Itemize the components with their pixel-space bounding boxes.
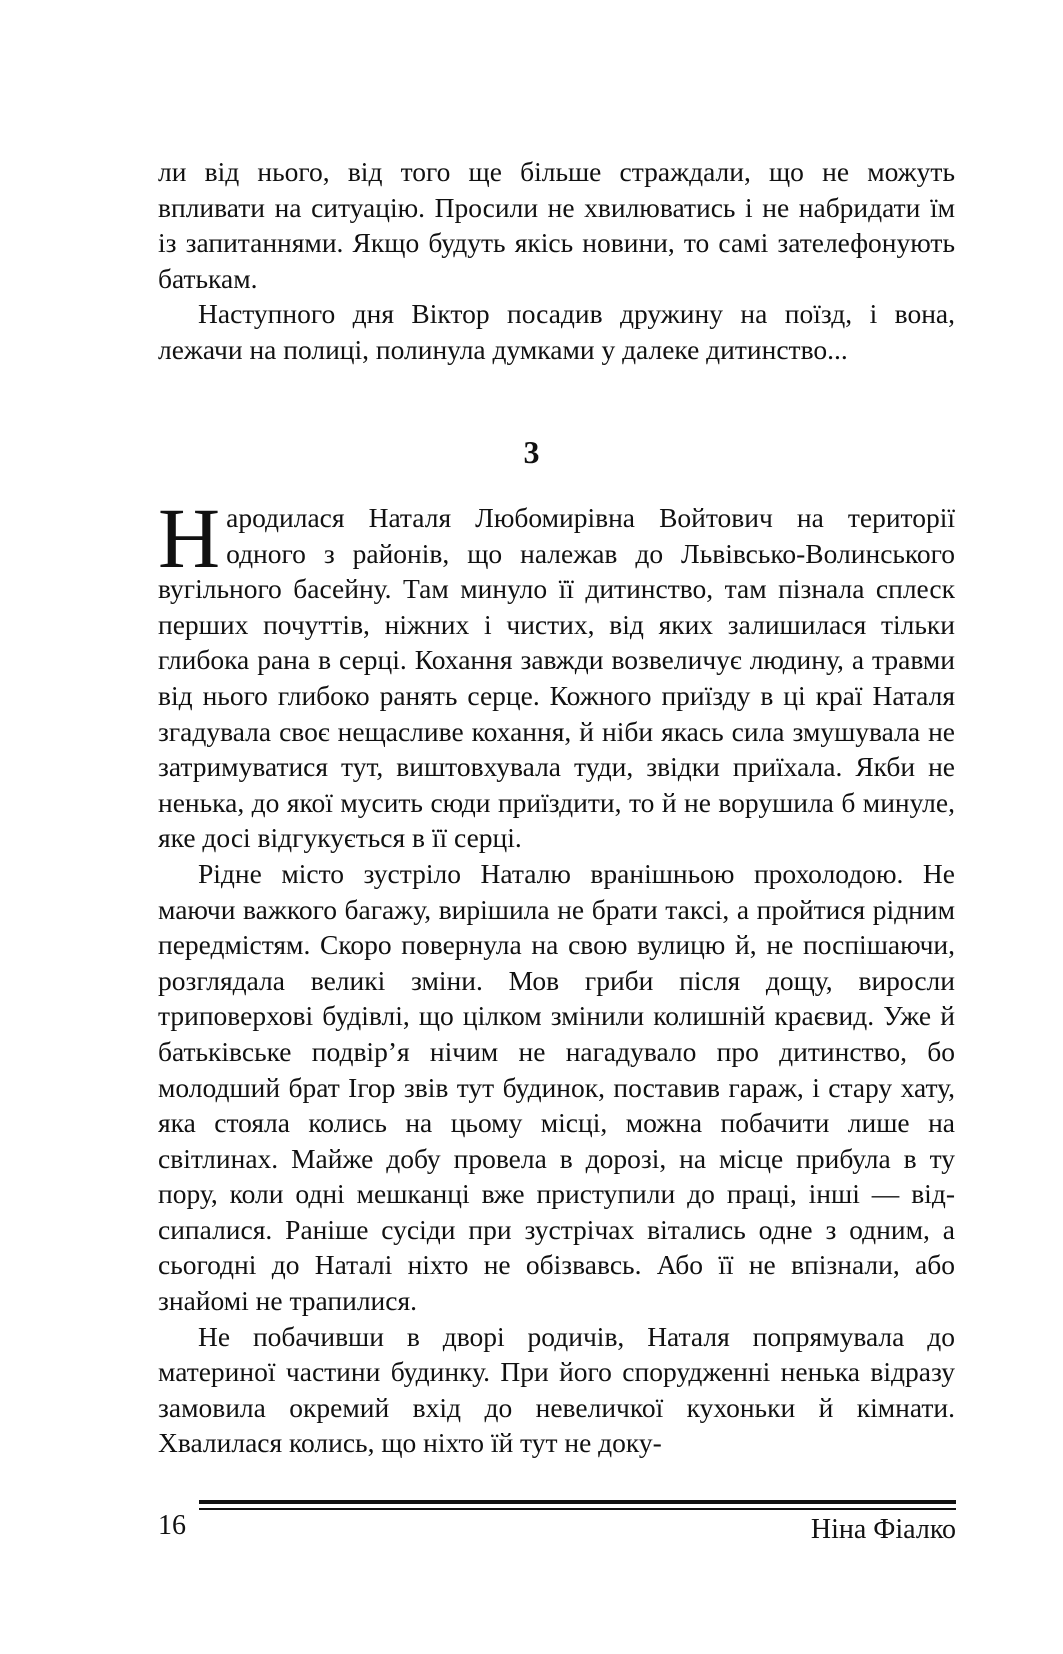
footer-rule-thin bbox=[199, 1508, 956, 1510]
paragraph: Наступного дня Віктор посадив дружину на поїзд, і вона, лежачи на полиці, полинула думками у далеке дитинство... bbox=[158, 298, 955, 365]
paragraph: Рідне місто зустріло Наталю вранішньою прохолодою. Не маючи важкого багажу, вирішила не брати таксі, а пройтися рідним передмістям. Скоро повернула на свою вулицю й, не поспішаючи, розглядала великі зміни. Мов гриби після дощу, виросли триповерхові будівлі, що цілком змінили колишній краєвид. Уже й батьківське подвір’я нічим не нагадувало про дитинство, бо молодший брат Ігор звів тут будинок, поставив гараж, і стару хату, яка стояла колись на цьому місці, можна побачити лише на світлинах. Майже добу провела в дорозі, на місце прибула в ту пору, коли одні мешканці вже приступили до праці, інші — відсипалися. Раніше сусіди при зустрічах вітались одне з одним, а сьогодні до Наталі ніхто не обізвавсь. Або її не впізнали, або знайомі не трапилися. bbox=[158, 857, 955, 1317]
paragraph: ли від нього, від того ще більше страждали, що не можуть впливати на ситуацію. Просили не хвилюватись і не набридати їм із запитаннями. Якщо будуть якісь новини, то самі зателефонують батькам. bbox=[158, 156, 955, 294]
footer-rule bbox=[199, 1500, 956, 1504]
drop-cap: Н bbox=[158, 490, 221, 586]
first-paragraph-text: ародилася Наталя Любомирівна Войтович на території одного з районів, що належав до Львівсько-Волинського вугільного басейну. Там минуло її дитинство, там пізнала сплеск перших почуттів, ніжних і чистих, від яких залишилася тільки глибока рана в серці. Кохання завжди возвеличує людину, а травми від нього глибоко ранять серце. Кожного приїзду в ці краї Наталя згадувала своє нещасливе кохання, й ніби якась сила змушувала не затримуватися тут, виштовхувала туди, звідки приїхала. Якби не ненька, до якої мусить сюди приїздити, то й не ворушила б минуле, яке досі відгукується в її серці. bbox=[158, 502, 955, 854]
first-paragraph bbox=[158, 490, 955, 856]
chapter-text bbox=[158, 490, 955, 1461]
author-name: Ніна Фіалко bbox=[810, 1514, 956, 1545]
continued-text bbox=[158, 154, 955, 368]
page-number: 16 bbox=[158, 1510, 186, 1541]
paragraph: Не побачивши в дворі родичів, Наталя попрямувала до материної частини будинку. При його спорудженні ненька відразу замовила окремий вхід до невеличкої кухоньки й кімнати. Хвалилася колись, що ніхто їй тут не доку- bbox=[158, 1320, 955, 1459]
chapter-number: 3 bbox=[523, 434, 540, 470]
